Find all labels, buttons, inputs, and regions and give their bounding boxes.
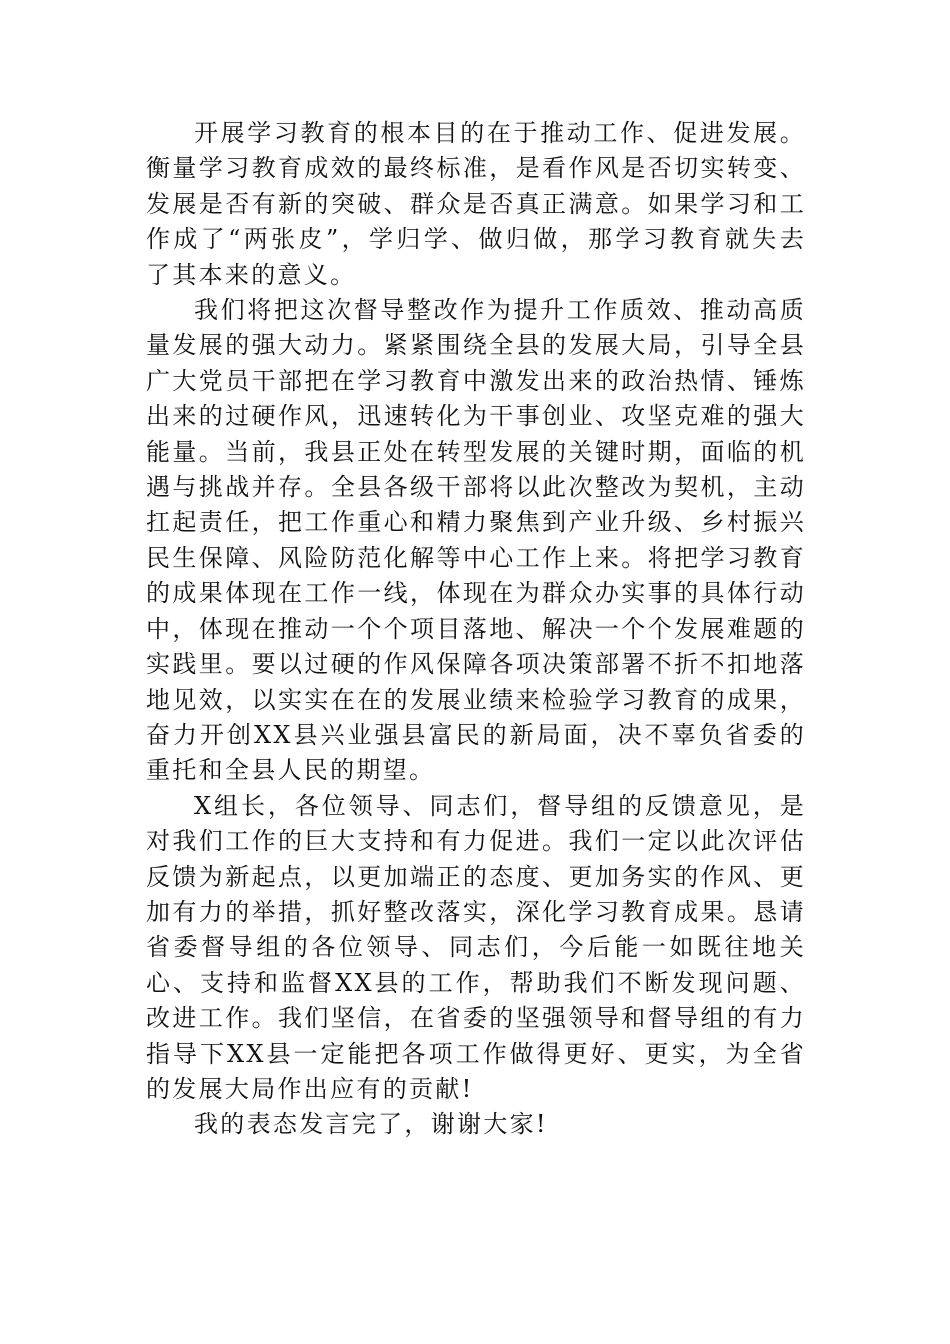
paragraph-4: 我的表态发言完了，谢谢大家! (194, 1110, 548, 1139)
paragraph-3: X组长，各位领导、同志们，督导组的反馈意见，是对我们工作的巨大支持和有力促进。我们一定以此次评估反馈为新起点，以更加端正的态度、更加务实的作风、更加有力的举措，抓好整改落实，深化学习教育成果。恳请省委督导组的各位领导、同志们，今后能一如既往地关心、支持和监督XX县的工作，帮助我们不断发现问题、改进工作。我们坚信，在省委的坚强领导和督导组的有力指导下XX县一定能把各项工作做得更好、更实，为全省的发展大局作出应有的贡献! (146, 791, 806, 1103)
paragraph-2: 我们将把这次督导整改作为提升工作质效、推动高质量发展的强大动力。紧紧围绕全县的发展大局，引导全县广大党员干部把在学习教育中激发出来的政治热情、锤炼出来的过硬作风，迅速转化为干事创业、攻坚克难的强大能量。当前，我县正处在转型发展的关键时期，面临的机遇与挑战并存。全县各级干部将以此次整改为契机，主动扛起责任，把工作重心和精力聚焦到产业升级、乡村振兴民生保障、风险防范化解等中心工作上来。将把学习教育的成果体现在工作一线，体现在为群众办实事的具体行动中，体现在推动一个个项目落地、解决一个个发展难题的实践里。要以过硬的作风保障各项决策部署不折不扣地落地见效，以实实在在的发展业绩来检验学习教育的成果，奋力开创XX县兴业强县富民的新局面，决不辜负省委的重托和全县人民的期望。 (146, 296, 806, 785)
document-body (146, 116, 806, 1143)
paragraph-1: 开展学习教育的根本目的在于推动工作、促进发展。衡量学习教育成效的最终标准，是看作风是否切实转变、发展是否有新的突破、群众是否真正满意。如果学习和工作成了“两张皮”，学归学、做归做，那学习教育就失去了其本来的意义。 (146, 119, 806, 289)
